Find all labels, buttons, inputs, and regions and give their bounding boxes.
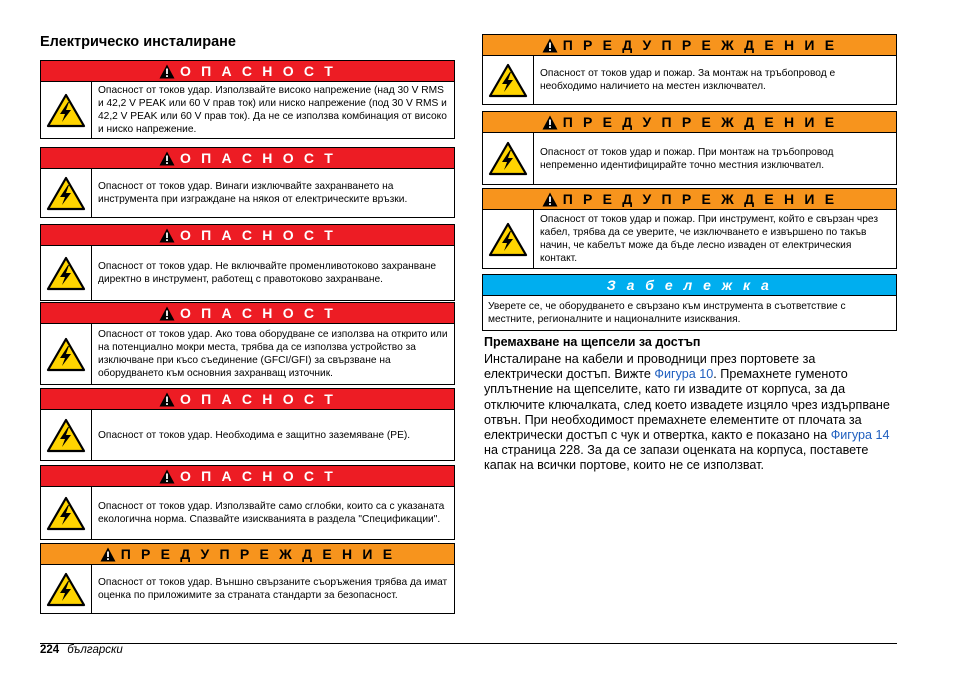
electrical-hazard-icon: [483, 133, 534, 184]
warning-box-1: [482, 34, 897, 105]
warning-text: Опасност от токов удар и пожар. При инструмент, който е свързан чрез кабел, трябва да се уверите, че изключването е извършено по такъв начин, че кабелът може да бъде лесно изваден от електрическия контакт.: [540, 214, 879, 264]
figure-10-link[interactable]: Фигура 10: [654, 367, 714, 382]
warning-label: П Р Е Д У П Р Е Ж Д Е Н И Е: [120, 546, 396, 562]
danger-text: Опасност от токов удар. Винаги изключвайте захранването на инструмента при изграждане на някоя от електрическите връзки.: [98, 181, 408, 205]
electrical-hazard-icon: [41, 246, 92, 300]
warning-triangle-icon: [159, 469, 175, 484]
warning-label: П Р Е Д У П Р Е Ж Д Е Н И Е: [562, 114, 838, 130]
note-text: Уверете се, че оборудването е свързано към инструмента в съответствие с местните, регионалните и националните изисквания.: [488, 301, 846, 325]
danger-label: О П А С Н О С Т: [179, 391, 337, 407]
warning-text: Опасност от токов удар и пожар. При монтаж на тръбопровод непременно идентифицирайте точно местния изключвател.: [540, 146, 834, 171]
paragraph-text: Инсталиране на кабели и проводници през портовете за електрически достъп. Вижте: [484, 352, 816, 382]
danger-box-4: [40, 302, 455, 385]
body-paragraph: [484, 352, 894, 474]
warning-triangle-icon: [159, 306, 175, 321]
electrical-hazard-icon: [41, 487, 92, 539]
electrical-hazard-icon: [483, 210, 534, 268]
danger-header: [41, 303, 454, 324]
note-header: З а б е л е ж к а: [483, 275, 896, 296]
danger-header: [41, 389, 454, 410]
paragraph-text: . Премахнете гуменото уплътнение на щепселите, като ги извадите от корпуса, за да отключите ключалката, след което извадете изцяло чрез издърпване отвън. При необходимост премахнете елементите от плочата за електрически достъп с чук и отвертка, както е показано на: [484, 367, 890, 443]
warning-label: П Р Е Д У П Р Е Ж Д Е Н И Е: [562, 37, 838, 53]
warning-triangle-icon: [100, 547, 116, 562]
warning-triangle-icon: [542, 115, 558, 130]
warning-text: Опасност от токов удар и пожар. За монтаж на тръбопровод е необходимо наличието на местен изключвател.: [540, 68, 836, 92]
warning-box-left: [40, 543, 455, 614]
section-title-electrical: Електрическо инсталиране: [40, 34, 236, 50]
danger-header: [41, 225, 454, 246]
electrical-hazard-icon: [41, 324, 92, 384]
danger-text: Опасност от токов удар. Не включвайте променливотоково захранване директно в инструмент, работещ с правотоково захранване.: [98, 261, 437, 285]
danger-label: О П А С Н О С Т: [179, 468, 337, 484]
page-footer: [40, 643, 123, 657]
danger-text: Опасност от токов удар. Използвайте високо напрежение (над 30 V RMS и 42,2 V PEAK или 60 V прав ток) или ниско напрежение (под 30 V RMS и 42,2 V PEAK или 60 V прав ток). Да не се използва комбинация от високо и ниско напрежение.: [98, 85, 447, 135]
warning-triangle-icon: [159, 64, 175, 79]
danger-text: Опасност от токов удар. Ако това оборудване се използва на открито или на потенциално мокри места, трябва да се използва устройство за изключване при късо съединение (GFCI/GFI) за свързване на оборудването към основния захранващ източник.: [98, 329, 448, 379]
danger-label: О П А С Н О С Т: [179, 227, 337, 243]
danger-header: [41, 61, 454, 82]
note-box: [482, 274, 897, 331]
danger-box-6: [40, 465, 455, 540]
electrical-hazard-icon: [483, 56, 534, 104]
warning-header: [483, 35, 896, 56]
electrical-hazard-icon: [41, 410, 92, 460]
warning-header: [483, 189, 896, 210]
warning-header: [483, 112, 896, 133]
paragraph-text: на страница 228. За да се запази оценката на корпуса, поставете капак на всички портове, които не се използват.: [484, 443, 869, 473]
footer-divider: [40, 643, 897, 644]
warning-triangle-icon: [159, 228, 175, 243]
section-title-access-plugs: Премахване на щепсели за достъп: [484, 335, 701, 349]
warning-header: [41, 544, 454, 565]
danger-label: О П А С Н О С Т: [179, 63, 337, 79]
warning-text: Опасност от токов удар. Външно свързаните съоръжения трябва да имат оценка по приложимите за страната стандарти за безопасност.: [98, 577, 448, 601]
electrical-hazard-icon: [41, 82, 92, 138]
electrical-hazard-icon: [41, 169, 92, 217]
danger-box-1: [40, 60, 455, 139]
page-number: 224: [40, 644, 60, 656]
danger-header: [41, 148, 454, 169]
warning-triangle-icon: [159, 392, 175, 407]
danger-label: О П А С Н О С Т: [179, 305, 337, 321]
danger-box-2: [40, 147, 455, 218]
danger-box-5: [40, 388, 455, 461]
danger-label: О П А С Н О С Т: [179, 150, 337, 166]
electrical-hazard-icon: [41, 565, 92, 613]
warning-triangle-icon: [542, 38, 558, 53]
danger-header: [41, 466, 454, 487]
warning-triangle-icon: [159, 151, 175, 166]
danger-box-3: [40, 224, 455, 301]
figure-14-link[interactable]: Фигура 14: [830, 428, 890, 443]
warning-box-2: [482, 111, 897, 185]
warning-label: П Р Е Д У П Р Е Ж Д Е Н И Е: [562, 191, 838, 207]
footer-language: български: [67, 644, 123, 656]
warning-triangle-icon: [542, 192, 558, 207]
danger-text: Опасност от токов удар. Използвайте само сглобки, които са с указаната екологична норма. Спазвайте изискванията в раздела "Спецификации".: [98, 501, 445, 525]
danger-text: Опасност от токов удар. Необходима е защитно заземяване (PE).: [98, 429, 411, 441]
warning-box-3: [482, 188, 897, 269]
